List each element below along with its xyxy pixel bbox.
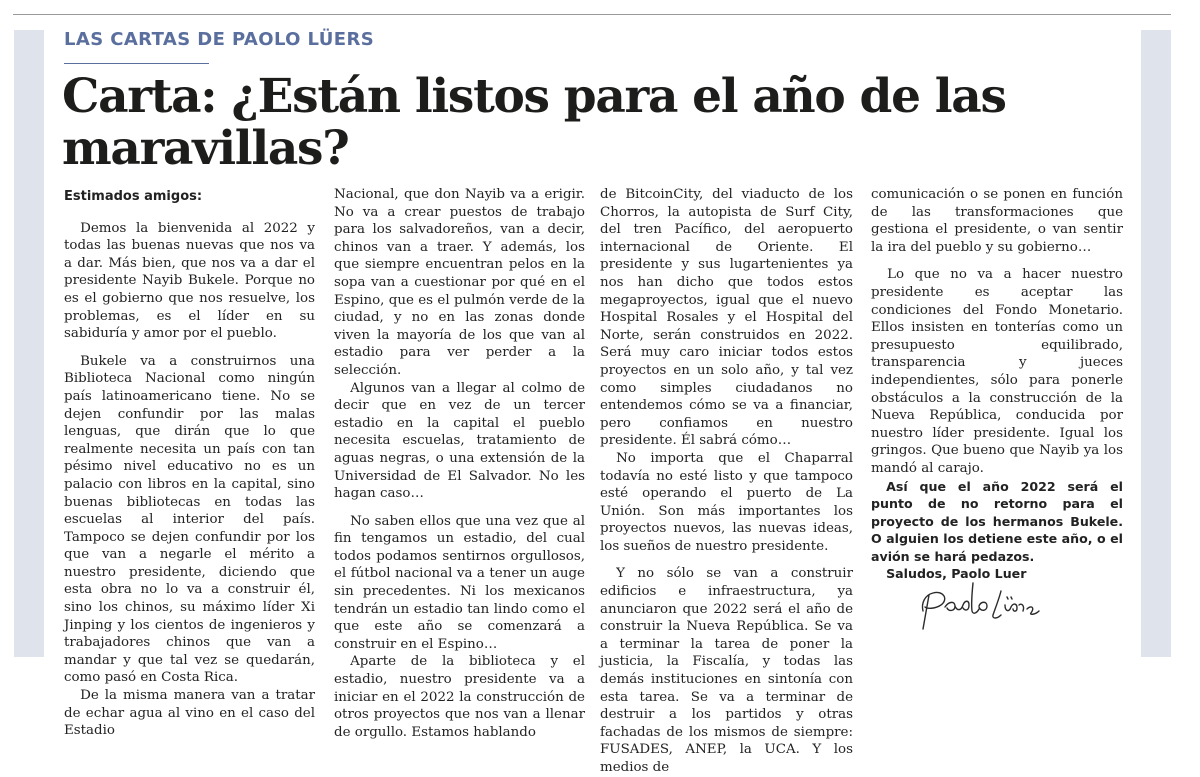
paragraph: No saben ellos que una vez que al fin tengamos un estadio, del cual todos podamos sentirnos orgullosos, el fútbol nacional va a tener un auge sin precedentes. Ni los mexicanos tendrán un estadio tan lindo como el que este año se comenzará a construir en el Espino… — [334, 513, 585, 652]
paragraph: Lo que no va a hacer nuestro presidente es aceptar las condiciones del Fondo Monetario. Ellos insisten en tonterías como un presupuesto equilibrado, transparencia y jueces independientes, sólo para ponerle obstáculos a la construcción de la Nueva República, conducida por nuestro líder presidente. Igual los gringos. Que bueno que Nayib ya los mandó al carajo. — [871, 267, 1123, 476]
section-label: LAS CARTAS DE PAOLO LÜERS — [64, 29, 375, 50]
greeting: Estimados amigos: — [64, 189, 203, 204]
paragraph: Y no sólo se van a construir edificios e infraestructura, ya anunciaron que 2022 será el año de construir la Nueva República. Se va a terminar la tarea de poner la justicia, la Fiscalía, y todas las demás instituciones en sintonía con esta tarea. Se va a terminar de destruir a los partidos y otras fachadas de los mismos de siempre: FUSADES, ANEP, la UCA. Y los medios de — [600, 566, 853, 775]
paragraph: comunicación o se ponen en función de las transformaciones que gestiona el presidente, o van sentir la ira del pueblo y su gobierno… — [871, 187, 1123, 255]
section-label-rule — [64, 63, 209, 64]
left-margin-band — [14, 30, 44, 657]
paragraph: Aparte de la biblioteca y el estadio, nuestro presidente va a iniciar en el 2022 la construcción de otros proyectos que nos van a llenar de orgullo. Estamos hablando — [334, 654, 585, 740]
paragraph: Demos la bienvenida al 2022 y todas las buenas nuevas que nos va a dar. Más bien, que nos va a dar el presidente Nayib Bukele. Porque no es el gobierno que nos resuelve, los problemas, es el líder en su sabiduría y amor por el pueblo. — [64, 220, 315, 342]
paragraph: No importa que el Chaparral todavía no esté listo y que tampoco esté operando el puerto de La Unión. Son más importantes los proyectos nuevos, las nuevas ideas, los sueños de nuestro presidente. — [600, 450, 853, 554]
headline: Carta: ¿Están listos para el año de las maravillas? — [62, 69, 1006, 176]
paragraph: Algunos van a llegar al colmo de decir que en vez de un tercer estadio en la capital el pueblo necesita escuelas, tratamiento de aguas negras, o una extensión de la Universidad de El Salvador. No les hagan caso… — [334, 380, 585, 502]
top-rule — [13, 14, 1171, 15]
paragraph: De la misma manera van a tratar de echar agua al vino en el caso del Estadio — [64, 688, 315, 739]
paragraph: de BitcoinCity, del viaducto de los Chorros, la autopista de Surf City, del tren Pacífico, del aeropuerto internacional de Oriente. El presidente y sus lugartenientes ya nos han dicho que todos estos megaproyectos, igual que el nuevo Hospital Rosales y el Hospital del Norte, serán construidos en 2022. Será muy caro iniciar todos estos proyectos en un solo año, y tal vez como simples ciudadanos no entendemos cómo se va a financiar, pero confiamos en nuestro presidente. Él sabrá cómo… — [600, 187, 853, 449]
closing-statement: Así que el año 2022 será el punto de no retorno para el proyecto de los hermanos Bukele. O alguien los detiene este año, o el avión se hará pedazos. — [871, 478, 1123, 564]
right-margin-band — [1141, 30, 1171, 657]
column-3 — [600, 186, 853, 777]
column-2 — [334, 186, 585, 741]
paragraph: Nacional, que don Nayib va a erigir. No va a crear puestos de trabajo para los salvadoreños, van a decir, chinos van a traer. Y además, los que siempre encuentran pelos en la sopa van a cuestionar por qué en el Espino, que es el pulmón verde de la ciudad, y no en las zonas donde viven la mayoría de los que van al estadio para ver perder a la selección. — [334, 187, 585, 378]
handwritten-signature — [915, 573, 1055, 635]
paragraph: Bukele va a construirnos una Biblioteca Nacional como ningún país latinoamericano tiene. No se dejen confundir por las malas lenguas, que dirán que lo que realmente necesita un país con tan pésimo nivel educativo no es un palacio con libros en la capital, sino buenas bibliotecas en todas las escuelas al interior del país. Tampoco se dejen confundir por los que van a negarle el mérito a nuestro presidente, diciendo que esta obra no lo va a construir él, sino los chinos, su máximo líder Xi Jinping y los cientos de ingenieros y trabajadores chinos que van a mandar y que tal vez se quedarán, como pasó en Costa Rica. — [64, 353, 315, 686]
column-4 — [871, 186, 1123, 583]
sign-off: Saludos, Paolo Luer — [886, 566, 1027, 581]
